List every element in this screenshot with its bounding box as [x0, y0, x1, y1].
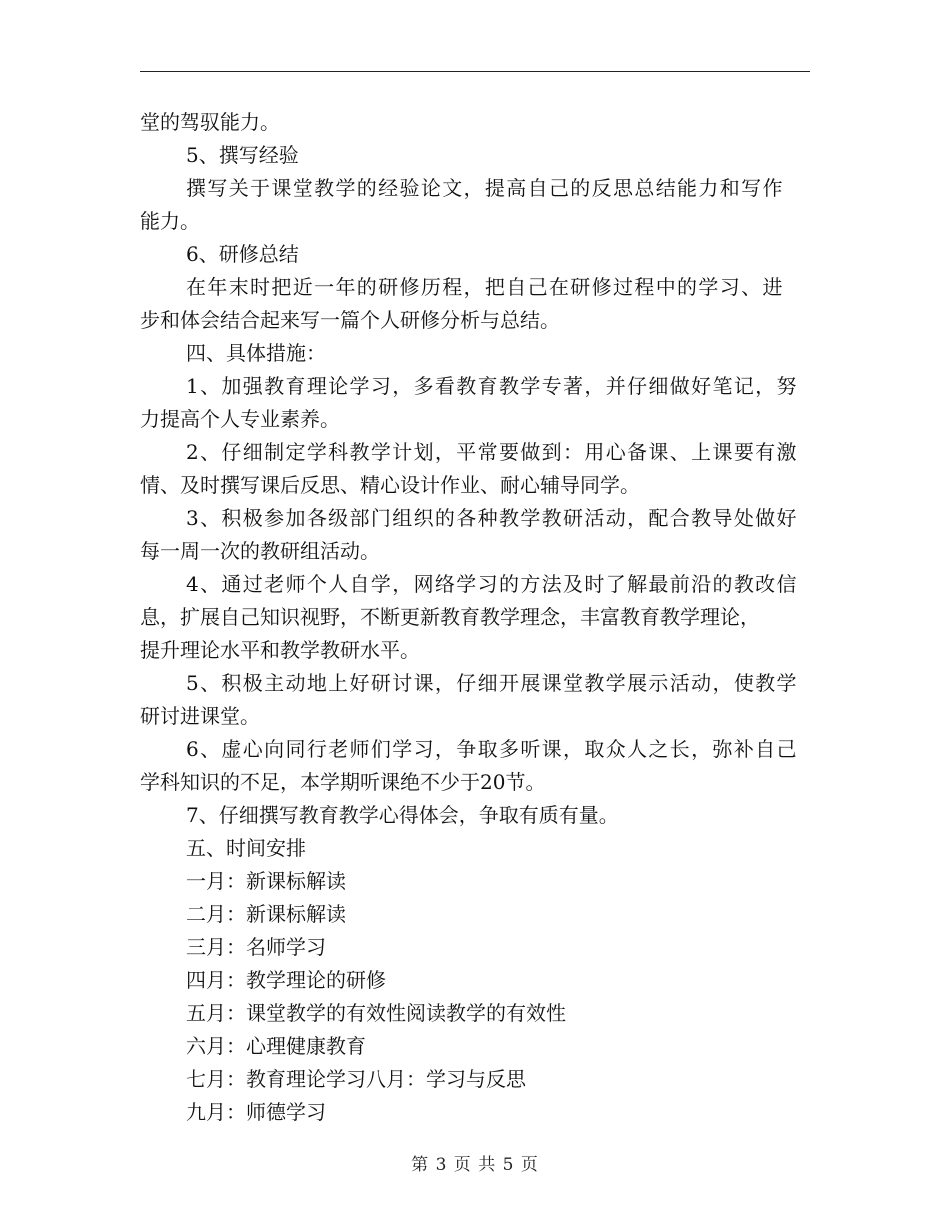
- text-line: 五月：课堂教学的有效性阅读教学的有效性: [186, 1001, 566, 1025]
- text-line: 情、及时撰写课后反思、精心设计作业、耐心辅导同学。: [140, 473, 640, 497]
- document-body: [140, 106, 812, 1129]
- text-line: 1、加强教育理论学习，多看教育教学专著，并仔细做好笔记，努: [186, 374, 798, 398]
- text-line: 研讨进课堂。: [140, 704, 260, 728]
- text-line: 6、研修总结: [186, 242, 299, 266]
- text-line: 6、虚心向同行老师们学习，争取多听课，取众人之长，弥补自己: [186, 737, 798, 761]
- text-line: 堂的驾驭能力。: [140, 110, 280, 134]
- text-line: 每一周一次的教研组活动。: [140, 539, 380, 563]
- text-line: 撰写关于课堂教学的经验论文，提高自己的反思总结能力和写作: [186, 176, 784, 200]
- text-line: 7、仔细撰写教育教学心得体会，争取有质有量。: [186, 803, 619, 827]
- text-line: 5、积极主动地上好研讨课，仔细开展课堂教学展示活动，使教学: [186, 671, 798, 695]
- text-line: 四、具体措施：: [186, 341, 326, 365]
- text-line: 2、仔细制定学科教学计划，平常要做到：用心备课、上课要有激: [186, 440, 798, 464]
- text-line: 六月：心理健康教育: [186, 1034, 366, 1058]
- text-line: 力提高个人专业素养。: [140, 407, 340, 431]
- text-line: 四月：教学理论的研修: [186, 968, 386, 992]
- page-number-footer: 第 3 页 共 5 页: [411, 1155, 539, 1175]
- text-line: 息，扩展自己知识视野，不断更新教育教学理念，丰富教育教学理论，: [140, 605, 760, 629]
- text-line: 3、积极参加各级部门组织的各种教学教研活动，配合教导处做好: [186, 506, 798, 530]
- text-line: 4、通过老师个人自学，网络学习的方法及时了解最前沿的教改信: [186, 572, 798, 596]
- text-line: 能力。: [140, 209, 200, 233]
- text-line: 九月：师德学习: [186, 1100, 326, 1124]
- text-line: 在年末时把近一年的研修历程，把自己在研修过程中的学习、进: [186, 275, 784, 299]
- text-line: 一月：新课标解读: [186, 869, 346, 893]
- text-line: 步和体会结合起来写一篇个人研修分析与总结。: [140, 308, 560, 332]
- text-line: 学科知识的不足，本学期听课绝不少于20节。: [140, 770, 546, 794]
- text-line: 二月：新课标解读: [186, 902, 346, 926]
- text-line: 提升理论水平和教学教研水平。: [140, 638, 420, 662]
- text-line: 七月：教育理论学习八月：学习与反思: [186, 1067, 526, 1091]
- text-line: 三月：名师学习: [186, 935, 326, 959]
- text-line: 5、撰写经验: [186, 143, 299, 167]
- text-line: 五、时间安排: [186, 836, 306, 860]
- header-rule: [140, 71, 810, 72]
